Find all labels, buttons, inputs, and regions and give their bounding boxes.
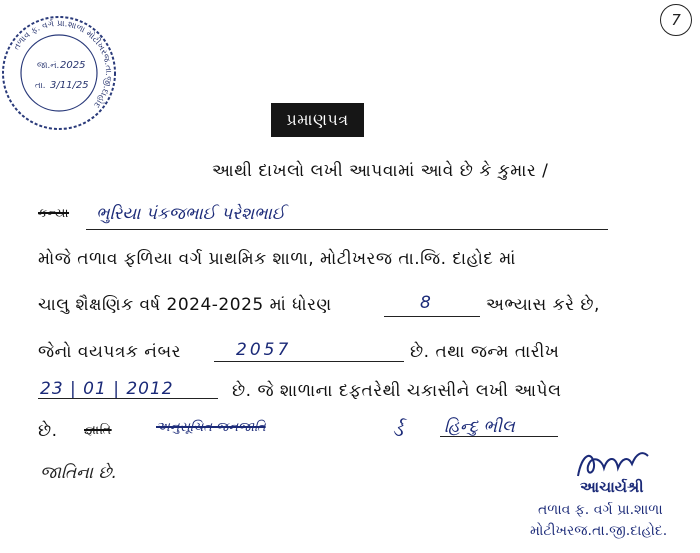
caste-end-text: જાતિના છે. [40,463,117,483]
caste-struck-tribe: અનુસૂચિત જનજાતિ [156,420,266,435]
school-line: મોજે તળાવ ફળિયા વર્ગ પ્રાથમિક શાળા, મોટીખરજ તા.જિ. દાહોદ માં [38,249,516,269]
reg-prefix: જેનો વયપત્રક નંબર [38,342,181,362]
caste-struck-word: જ્ઞાતિ [84,423,112,438]
dob-suffix: છે. જે શાળાના દફતરેથી ચકાસીને લખી આપેલ [232,381,562,401]
seal-line2-label: તા. [35,81,46,91]
caste-underline [440,436,558,437]
page-number: 7 [660,4,692,36]
certificate-title: પ્રમાણપત્ર [271,103,364,137]
seal-line2-value: 3/11/25 [50,80,89,91]
seal-line1-label: જા.નં. [37,61,60,71]
seal-outer-text: તળાવ ફ. વર્ગ પ્રા.શાળા મોટીખરજ.તા.જી.દાહોદ [11,18,114,110]
year-suffix: અભ્યાસ કરે છે, [486,295,600,315]
name-underline [86,229,608,230]
caste-mark: ર્ડ [392,417,403,441]
signature-place: મોટીખરજ.તા.જી.દાહોદ. [530,523,668,539]
std-value: 8 [420,293,431,313]
dob-underline [38,398,218,399]
caste-prefix: છે. [38,421,58,441]
student-name: ભુરિયા પંકજભાઈ પરેશભાઈ [96,204,285,224]
dob-value: 23 | 01 | 2012 [40,379,174,399]
reg-suffix: છે. તથા જન્મ તારીખ [410,342,560,362]
std-underline [384,316,480,317]
principal-title: આચાર્યશ્રી [580,478,644,496]
signature-school: તળાવ ફ. વર્ગ પ્રા.શાળા [538,502,663,518]
intro-text: આથી દાખલો લખી આપવામાં આવે છે કે કુમાર / [212,161,549,181]
school-seal [0,14,118,132]
reg-underline [214,361,404,362]
year-prefix: ચાલુ શૈક્ષણિક વર્ષ 2024-2025 માં ધોરણ [38,295,332,315]
caste-hand-value: હિન્દુ ભીલ [444,417,515,437]
reg-value: 2057 [236,340,292,360]
kanya-struck-text: કન્યા [38,206,70,221]
seal-line1-value: 2025 [60,60,86,71]
